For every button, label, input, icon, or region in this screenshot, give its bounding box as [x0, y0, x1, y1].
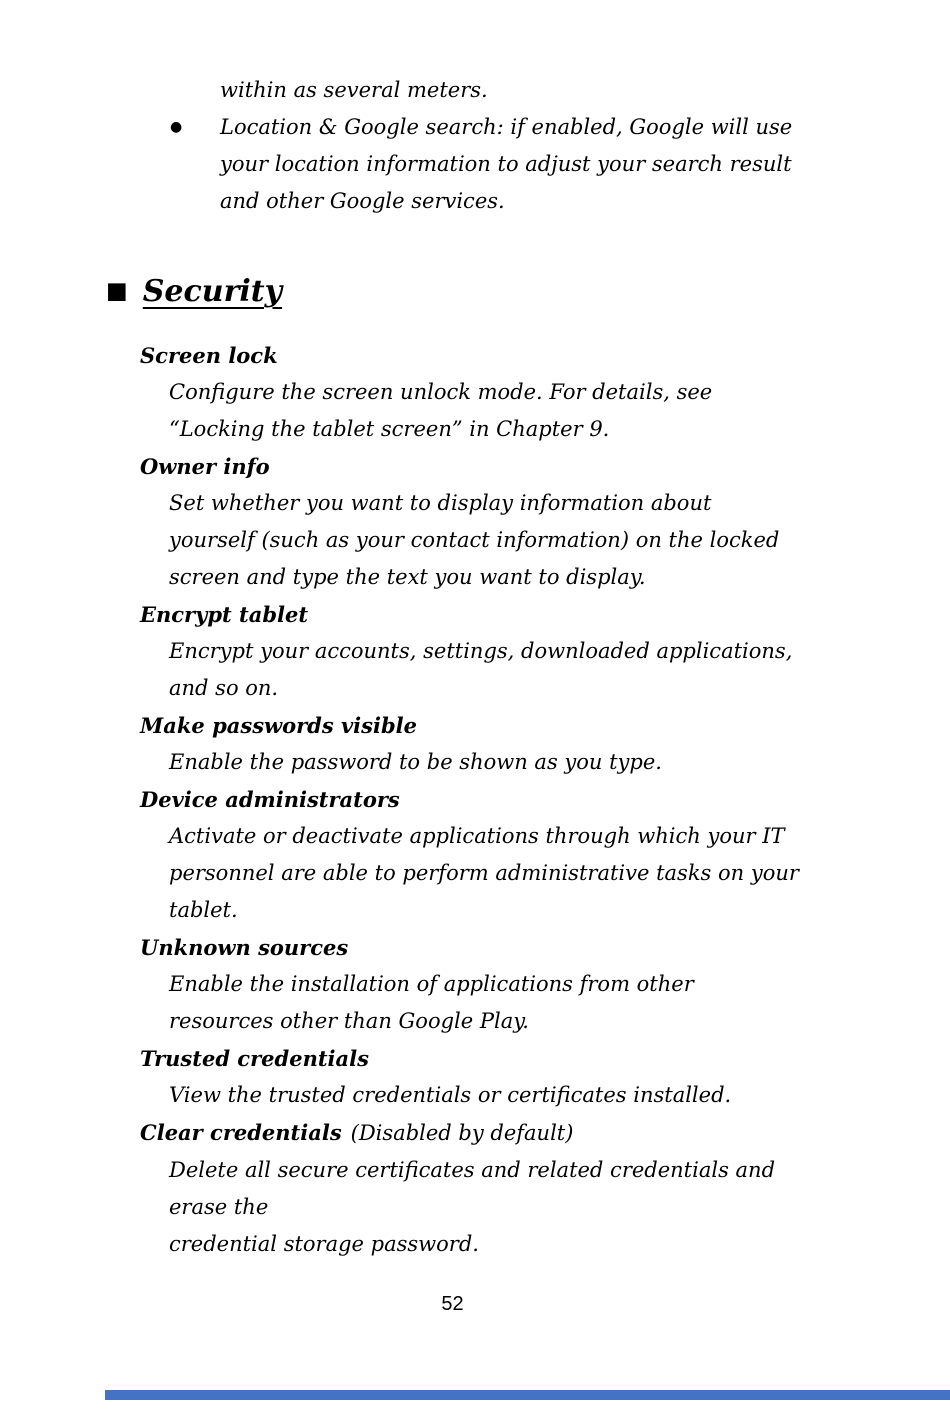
section-heading [0, 270, 950, 313]
setting-label [0, 1114, 950, 1152]
setting-label [0, 781, 950, 818]
setting-label-suffix: (Disabled by default) [350, 1121, 574, 1145]
settings-list [0, 337, 950, 1263]
footer-blue-bar [105, 1390, 950, 1400]
bullet-item-line-text: and other Google services. [220, 189, 505, 213]
setting-label-text: Device administrators [140, 787, 400, 812]
setting-label [0, 707, 950, 744]
setting-description-line: Configure the screen unlock mode. For details, see [169, 380, 713, 404]
setting-label-text: Screen lock [140, 343, 278, 368]
bullet-continuation-line: within as several meters. [220, 78, 488, 102]
page-number: 52 [441, 1293, 464, 1315]
setting-description-line: Activate or deactivate applications through which your IT [169, 824, 785, 848]
bullet-icon: ● [170, 119, 183, 135]
bullet-item-line-text: your location information to adjust your search result [220, 152, 792, 176]
bullet-item [0, 109, 950, 220]
setting-description-line: yourself (such as your contact information) on the locked [169, 528, 780, 552]
setting-description-line: credential storage password. [169, 1232, 479, 1256]
setting-description-line: Set whether you want to display information about [169, 491, 712, 515]
setting-label-text: Make passwords visible [140, 713, 417, 738]
setting-description-line: View the trusted credentials or certificates installed. [169, 1083, 732, 1107]
setting-description-line: tablet. [169, 898, 238, 922]
bullet-item-line-text: Location & Google search: if enabled, Google will use [220, 115, 793, 139]
setting-label-text: Owner info [140, 454, 270, 479]
setting-label [0, 1040, 950, 1077]
setting-label-text: Encrypt tablet [140, 602, 309, 627]
setting-label [0, 929, 950, 966]
setting-description-line: erase the [169, 1195, 269, 1219]
setting-description-line: Enable the installation of applications from other [169, 972, 694, 996]
setting-label [0, 448, 950, 485]
setting-label-text: Unknown sources [140, 935, 349, 960]
setting-description-line: “Locking the tablet screen” in Chapter 9. [169, 417, 610, 441]
setting-label-text: Clear credentials [140, 1120, 342, 1145]
setting-description-line: and so on. [169, 676, 279, 700]
setting-description-line: Encrypt your accounts, settings, downloaded applications, [169, 639, 793, 663]
bullet-item-first-line [0, 109, 950, 146]
setting-label-text: Trusted credentials [140, 1046, 369, 1071]
setting-description-line: Delete all secure certificates and related credentials and [169, 1158, 776, 1182]
setting-description-line: screen and type the text you want to display. [169, 565, 646, 589]
intro-bullet-block [0, 0, 950, 220]
section-heading-label: Security [142, 274, 283, 309]
setting-label [0, 337, 950, 374]
square-bullet-icon: ■ [106, 277, 128, 304]
setting-description-line: personnel are able to perform administrative tasks on your [169, 861, 799, 885]
setting-description-line: resources other than Google Play. [169, 1009, 529, 1033]
setting-description-line: Enable the password to be shown as you type. [169, 750, 662, 774]
setting-label [0, 596, 950, 633]
